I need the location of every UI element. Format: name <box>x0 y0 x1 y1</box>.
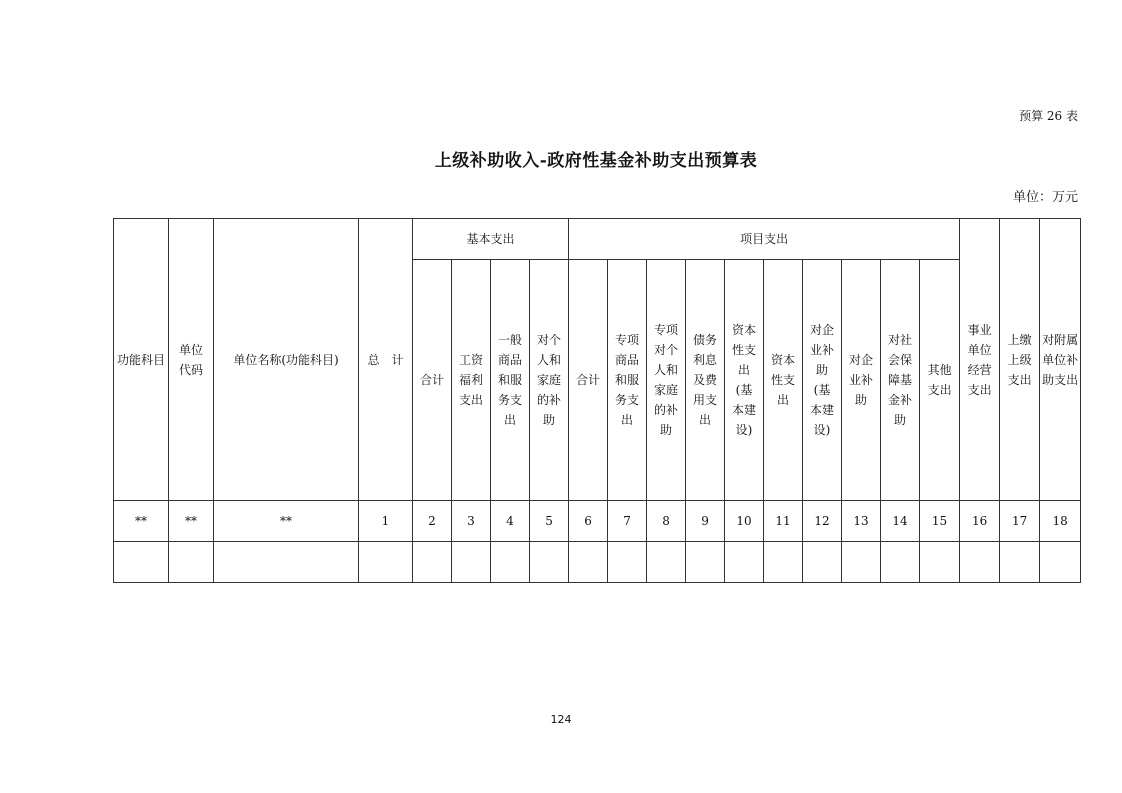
data-cell <box>359 542 413 583</box>
header-project-col: 资本性支出 <box>764 260 803 501</box>
data-cell <box>725 542 764 583</box>
data-cell <box>686 542 725 583</box>
budget-table <box>113 218 1081 583</box>
data-cell <box>608 542 647 583</box>
header-basic-group: 基本支出 <box>413 219 569 260</box>
number-cell: 3 <box>452 501 491 542</box>
header-basic-col: 对个人和家庭的补助 <box>530 260 569 501</box>
number-cell: ** <box>169 501 214 542</box>
header-project-col: 专项商品和服务支出 <box>608 260 647 501</box>
data-cell <box>169 542 214 583</box>
unit-label: 单位：万元 <box>1012 190 1078 205</box>
number-cell: 1 <box>359 501 413 542</box>
number-cell: 4 <box>491 501 530 542</box>
data-cell <box>569 542 608 583</box>
header-project-group: 项目支出 <box>569 219 960 260</box>
empty-data-row <box>114 542 1081 583</box>
data-cell <box>413 542 452 583</box>
number-cell: 10 <box>725 501 764 542</box>
data-cell <box>114 542 169 583</box>
header-basic-col: 工资福利支出 <box>452 260 491 501</box>
header-unit-code: 单位代码 <box>169 219 214 501</box>
number-cell: 15 <box>920 501 960 542</box>
header-project-col: 对企业补助 <box>842 260 881 501</box>
header-project-col: 其他支出 <box>920 260 960 501</box>
number-cell: 7 <box>608 501 647 542</box>
number-cell: ** <box>114 501 169 542</box>
header-project-col: 专项对个人和家庭的补助 <box>647 260 686 501</box>
header-project-col: 资本性支出(基本建设) <box>725 260 764 501</box>
data-cell <box>764 542 803 583</box>
header-functional-subject: 功能科目 <box>114 219 169 501</box>
header-right-col: 对附属单位补助支出 <box>1040 219 1081 501</box>
header-basic-col: 合计 <box>413 260 452 501</box>
header-basic-col: 一般商品和服务支出 <box>491 260 530 501</box>
data-cell <box>491 542 530 583</box>
number-cell: 12 <box>803 501 842 542</box>
number-cell: 8 <box>647 501 686 542</box>
header-right-col: 事业单位经营支出 <box>960 219 1000 501</box>
data-cell <box>1040 542 1081 583</box>
data-cell <box>920 542 960 583</box>
data-cell <box>214 542 359 583</box>
number-cell: ** <box>214 501 359 542</box>
data-cell <box>1000 542 1040 583</box>
page-number: 124 <box>550 713 572 726</box>
number-cell: 11 <box>764 501 803 542</box>
header-row-groups <box>114 219 1081 260</box>
number-cell: 16 <box>960 501 1000 542</box>
header-project-col: 对企业补助(基本建设) <box>803 260 842 501</box>
number-cell: 9 <box>686 501 725 542</box>
number-cell: 17 <box>1000 501 1040 542</box>
header-project-col: 债务利息及费用支出 <box>686 260 725 501</box>
header-project-col: 对社会保障基金补助 <box>881 260 920 501</box>
number-cell: 6 <box>569 501 608 542</box>
data-cell <box>960 542 1000 583</box>
header-project-col: 合计 <box>569 260 608 501</box>
header-right-col: 上缴上级支出 <box>1000 219 1040 501</box>
number-row <box>114 501 1081 542</box>
number-cell: 14 <box>881 501 920 542</box>
page-title: 上级补助收入-政府性基金补助支出预算表 <box>434 151 758 171</box>
number-cell: 2 <box>413 501 452 542</box>
header-total: 总 计 <box>359 219 413 501</box>
data-cell <box>881 542 920 583</box>
data-cell <box>803 542 842 583</box>
data-cell <box>842 542 881 583</box>
data-cell <box>530 542 569 583</box>
data-cell <box>647 542 686 583</box>
header-unit-name: 单位名称(功能科目) <box>214 219 359 501</box>
number-cell: 5 <box>530 501 569 542</box>
data-cell <box>452 542 491 583</box>
table-number: 预算 26 表 <box>1019 109 1078 123</box>
number-cell: 18 <box>1040 501 1081 542</box>
number-cell: 13 <box>842 501 881 542</box>
